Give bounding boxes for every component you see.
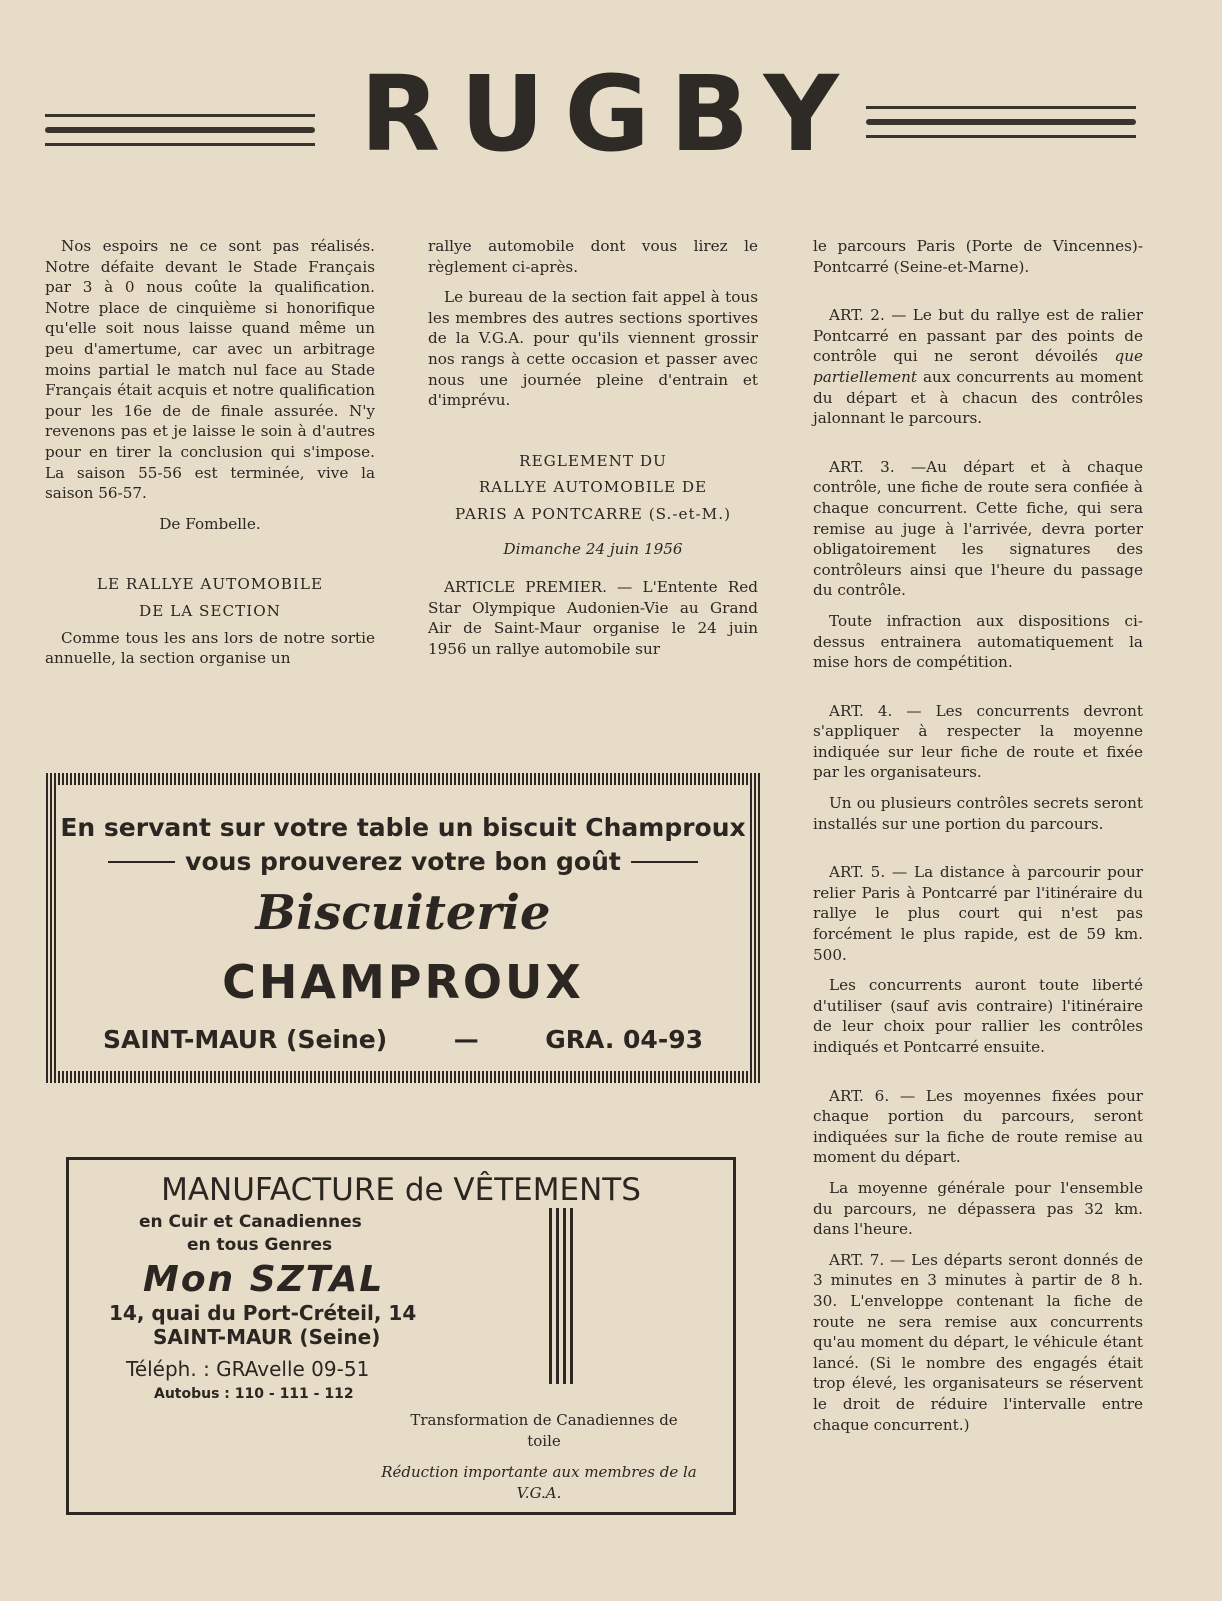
ad-brand-name: CHAMPROUX xyxy=(222,955,584,1009)
sztal-advertisement xyxy=(66,1157,736,1515)
column-1 xyxy=(45,236,375,679)
ad2-reduction: Réduction importante aux membres de la V.G.A. xyxy=(381,1463,697,1502)
ad-phone: GRA. 04-93 xyxy=(545,1025,703,1054)
article-3: ART. 3. —Au départ et à chaque contrôle, une fiche de route sera confiée à chaque concurrent. Cette fiche, qui sera remise au juge à l'arrivée, devra porter obligatoirement les signatures des contrôleurs ainsi que l'heure du passage du contrôle. xyxy=(813,457,1143,600)
signature: De Fombelle. xyxy=(159,514,261,533)
rally-date: Dimanche 24 juin 1956 xyxy=(503,539,683,558)
ad2-subtitle-2: en tous Genres xyxy=(187,1235,333,1255)
article-4: ART. 4. — Les concurrents devront s'appliquer à respecter la moyenne indiquée sur leur fiche de route et fixée par les organisateurs. xyxy=(813,701,1143,782)
header-rule-right xyxy=(866,106,1136,148)
divider xyxy=(631,861,698,863)
rally-heading-1: LE RALLYE AUTOMOBILE xyxy=(96,575,324,594)
bureau-appeal: Le bureau de la section fait appel à tous les membres des autres sections sportives de la V.G.A. pour qu'ils viennent grossir nos rangs à cette occasion et passer avec nous une journée pleine d'entrain et d'imprévu. xyxy=(428,288,758,410)
article-3-b: Toute infraction aux dispositions ci-dessus entrainera automatiquement la mise hors de compétition. xyxy=(813,611,1143,672)
header-rule-left xyxy=(45,114,315,156)
rules-title-1: REGLEMENT DU xyxy=(519,451,667,470)
rally-continued: rallye automobile dont vous lirez le règlement ci-après. xyxy=(428,237,758,276)
article-2: ART. 2. — Le but du rallye est de ralier Pontcarré en passant par des points de contrôle qui ne seront dévoilés que partiellement aux concurrents au moment du départ et à chacun des contrôles jalonnant le parcours. xyxy=(813,306,1143,428)
article-5-b: Les concurrents auront toute liberté d'utiliser (sauf avis contraire) l'itinéraire de leur choix pour rallier les contrôles indiqués et Pontcarré ensuite. xyxy=(813,976,1143,1056)
article-5: ART. 5. — La distance à parcourir pour relier Paris à Pontcarré par l'itinéraire du rallye le plus court qui n'est pas forcément le plus rapide, est de 59 km. 500. xyxy=(813,863,1143,964)
ad-tagline-1: En servant sur votre table un biscuit Champroux xyxy=(60,813,746,842)
rally-heading-2: DE LA SECTION xyxy=(139,601,281,620)
article-6-b: La moyenne générale pour l'ensemble du parcours, ne dépassera pas 32 km. dans l'heure. xyxy=(813,1178,1143,1239)
page-title: RUGBY xyxy=(360,53,859,175)
decorative-bars xyxy=(549,1208,575,1384)
champroux-advertisement xyxy=(46,773,760,1083)
divider xyxy=(108,861,175,863)
article-7: ART. 7. — Les départs seront donnés de 3 minutes en 3 minutes à partir de 8 h. 30. L'enveloppe contenant la fiche de route ne sera remise aux concurrents qu'au moment du départ, le véhicule étant lancé. (Si le nombre des engagés était trop élevé, les organisateurs se réservent le droit de réduire l'intervalle entre chaque concurrent.) xyxy=(813,1250,1143,1434)
ad2-shop-name: Mon SZTAL xyxy=(143,1259,385,1300)
column-3 xyxy=(813,236,1143,1445)
ad-city: SAINT-MAUR (Seine) xyxy=(103,1025,388,1054)
ad2-phone: Téléph. : GRAvelle 09-51 xyxy=(126,1357,370,1381)
ad2-address-2: SAINT-MAUR (Seine) xyxy=(153,1325,381,1349)
ad-tagline-2: vous prouverez votre bon goût xyxy=(185,847,621,876)
rules-title-3: PARIS A PONTCARRE (S.-et-M.) xyxy=(455,504,731,523)
ad2-transformation: Transformation de Canadiennes de toile xyxy=(410,1411,678,1450)
article-4-b: Un ou plusieurs contrôles secrets seront installés sur une portion du parcours. xyxy=(813,794,1143,833)
column-2 xyxy=(428,236,758,670)
ad2-bus: Autobus : 110 - 111 - 112 xyxy=(154,1386,354,1402)
ad2-subtitle-1: en Cuir et Canadiennes xyxy=(139,1212,362,1232)
rugby-paragraph: Nos espoirs ne ce sont pas réalisés. Notre défaite devant le Stade Français par 3 à 0 nous coûte la qualification. Notre place de cinquième si honorifique qu'elle soit nous laisse quand même un peu d'amertume, car avec un arbitrage moins partial le match nul face au Stade Français était acquis et notre qualification pour les 16e de de finale assurée. N'y revenons pas et je laisse le soin à d'autres pour en tirer la conclusion qui s'impose. La saison 55-56 est terminée, vive la saison 56-57. xyxy=(45,237,375,503)
ad-tagline-row xyxy=(108,847,698,876)
rules-title-2: RALLYE AUTOMOBILE DE xyxy=(478,478,708,497)
ad2-title: MANUFACTURE de VÊTEMENTS xyxy=(161,1172,641,1208)
ad2-address-1: 14, quai du Port-Créteil, 14 xyxy=(109,1301,417,1325)
ad-script-title: Biscuiterie xyxy=(255,885,551,941)
article-6: ART. 6. — Les moyennes fixées pour chaque portion du parcours, seront indiquées sur la fiche de route remise au moment du départ. xyxy=(813,1086,1143,1167)
article-1: ARTICLE PREMIER. — L'Entente Red Star Olympique Audonien-Vie au Grand Air de Saint-Maur organise le 24 juin 1956 un rallye automobile sur xyxy=(428,578,758,658)
rally-intro: Comme tous les ans lors de notre sortie annuelle, la section organise un xyxy=(45,628,375,668)
ad-address-row xyxy=(103,1025,703,1054)
article-1-continued: le parcours Paris (Porte de Vincennes)-Pontcarré (Seine-et-Marne). xyxy=(813,237,1143,276)
ad-separator: — xyxy=(453,1025,479,1054)
